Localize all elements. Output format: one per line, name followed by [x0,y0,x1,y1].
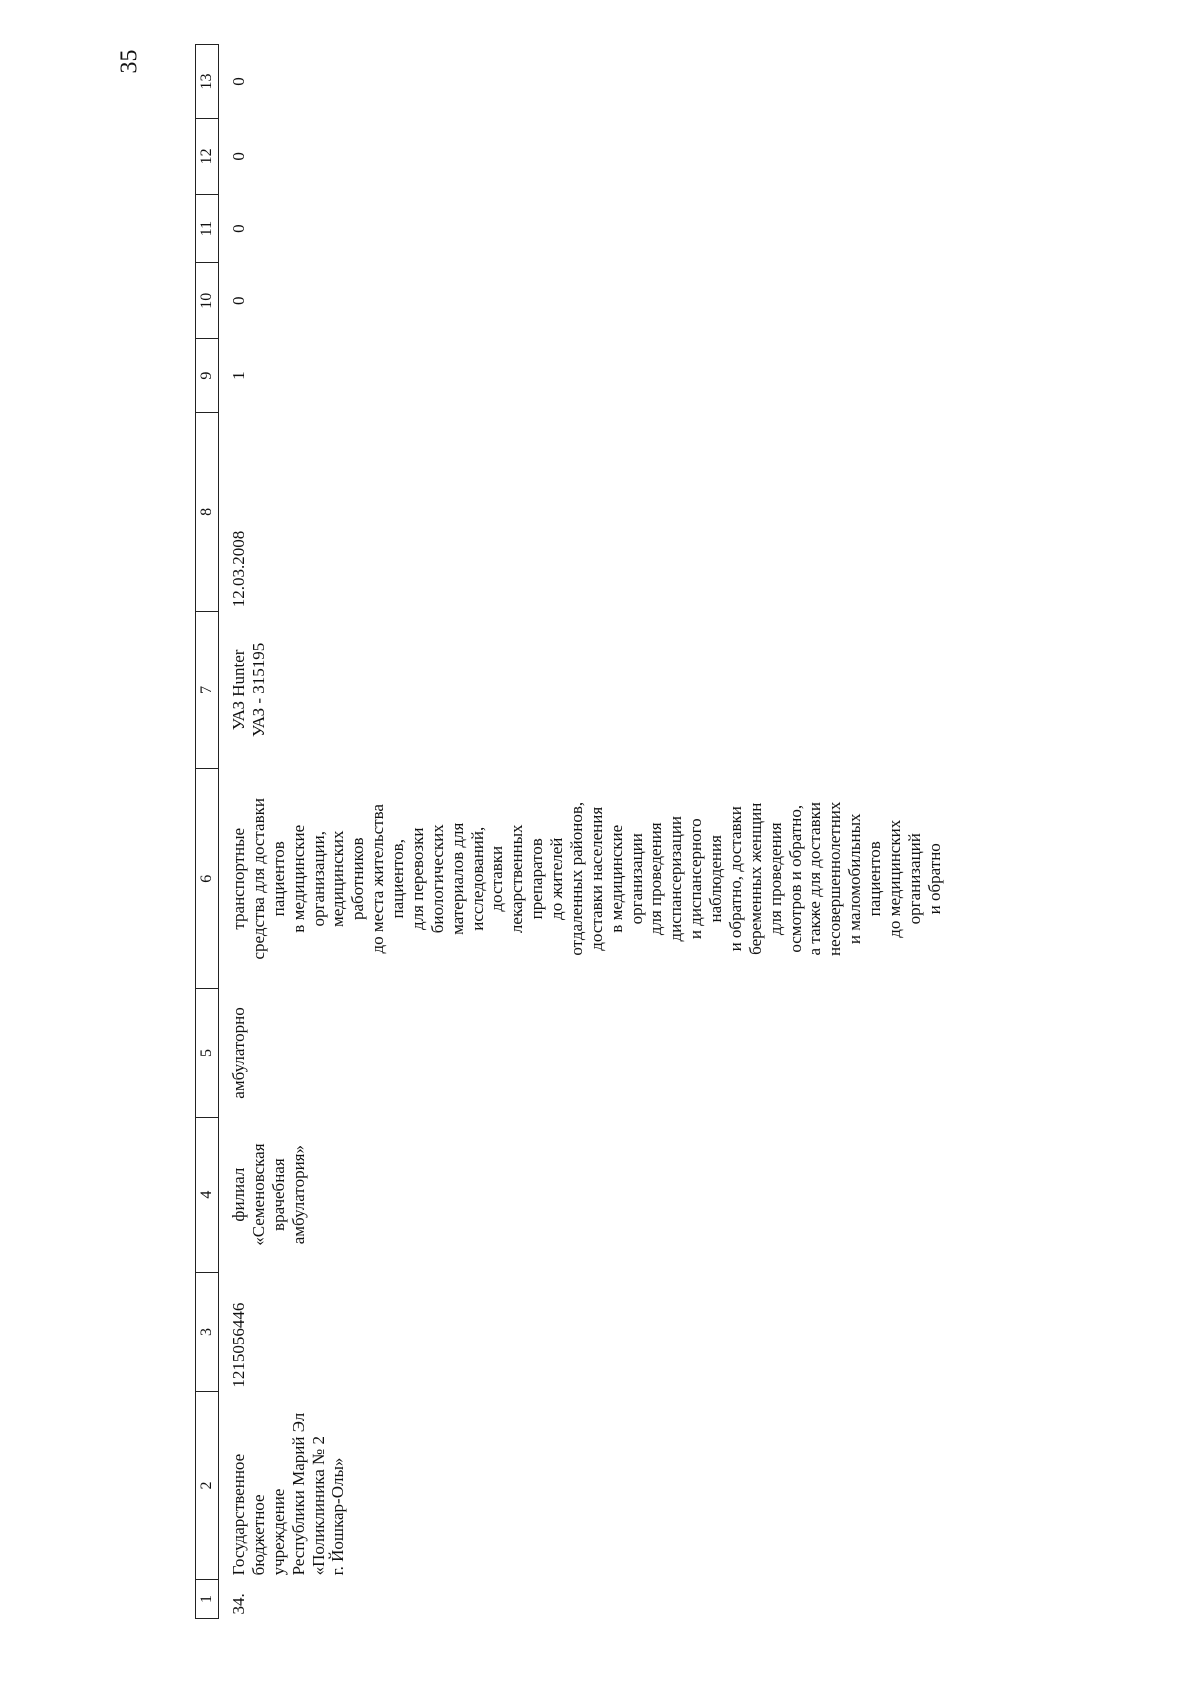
column-header: 2 [196,1392,219,1580]
column-header: 3 [196,1272,219,1391]
row-number: 34. [229,1593,248,1615]
count-col-10: 0 [229,296,248,305]
registration-date: 12.03.2008 [229,530,248,608]
table-container [195,44,1195,1619]
column-header: 8 [196,413,219,612]
count-col-11: 0 [229,224,248,233]
count-col-13: 0 [229,77,248,86]
column-header: 5 [196,989,219,1117]
page-number: 35 [116,49,143,74]
column-number-row [196,45,219,1619]
vehicle-model: УАЗ Hunter УАЗ - 315195 [229,642,268,738]
count-col-12: 0 [229,152,248,161]
organization-name: Государственное бюджетное учреждение Республики Марий Эл «Поликлиника № 2 г. Йошкар-Олы» [229,1412,348,1576]
column-header: 4 [196,1117,219,1272]
column-header: 13 [196,45,219,119]
table-row [219,45,945,1619]
column-header: 11 [196,194,219,262]
data-table [195,44,945,1619]
column-header: 10 [196,263,219,339]
column-header: 9 [196,339,219,413]
count-col-9: 1 [229,371,248,380]
column-header: 12 [196,118,219,194]
inn-value: 1215056446 [229,1302,248,1388]
branch-name: филиал «Семеновская врачебная амбулатория» [229,1143,308,1246]
column-header: 1 [196,1579,219,1618]
column-header: 7 [196,611,219,768]
vehicle-purpose: транспортные средства для доставки пациентов в медицинские организации, медицинских работников до места жительства пациентов, для перевозки биологических материалов для исследований, доставки лекарственных препаратов до жителей отдаленных районов, доставки населения в медицинские организации для проведения диспансеризации и диспансерного наблюдения и обратно, доставки беременных женщин для проведения осмотров и обратно, а также для доставки несовершеннолетних и маломобильных пациентов до медицинских организаций и обратно [229,798,944,960]
care-form: амбулаторно [229,1007,248,1099]
column-header: 6 [196,769,219,989]
